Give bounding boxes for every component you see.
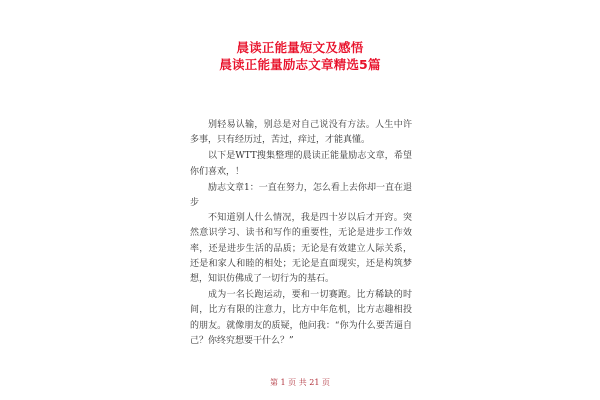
paragraph-body: 不知道别人什么情况，我是四十岁以后才开窍。突然意识学习、读书和写作的重要性，无论是进步工作效率，还是进步生活的品质；无论是有效建立人际关系，还是和家人和睦的相处；无论是直面现实，还是构筑梦想，知识仿佛成了一切行为的基石。 [190,213,412,285]
paragraph-body: 成为一名长跑运动，要和一切赛跑。比方稀缺的时间，比方有限的注意力，比方中年危机，比方志趣相投的朋友。就像朋友的质疑，他问我：“你为什么要苦逼自己？你终究想要干什么？” [190,290,412,346]
document-title: 晨读正能量短文及感悟 [236,40,364,55]
document-subtitle: 晨读正能量励志文章精选5篇 [219,57,381,72]
paragraph-intro: 别轻易认输，别总是对自己说没有方法。人生中许多事，只有经历过，苦过，痒过，才能真懂。 [190,120,412,146]
paragraph-preface: 以下是WTT搜集整理的晨读正能量励志文章，希望你们喜欢，！ [190,151,412,177]
page-footer: 第 1 页 共 21 页 [270,378,330,387]
article-heading: 励志文章1：一直在努力，怎么看上去你却一直在退步 [190,182,412,209]
document-body [190,118,412,349]
